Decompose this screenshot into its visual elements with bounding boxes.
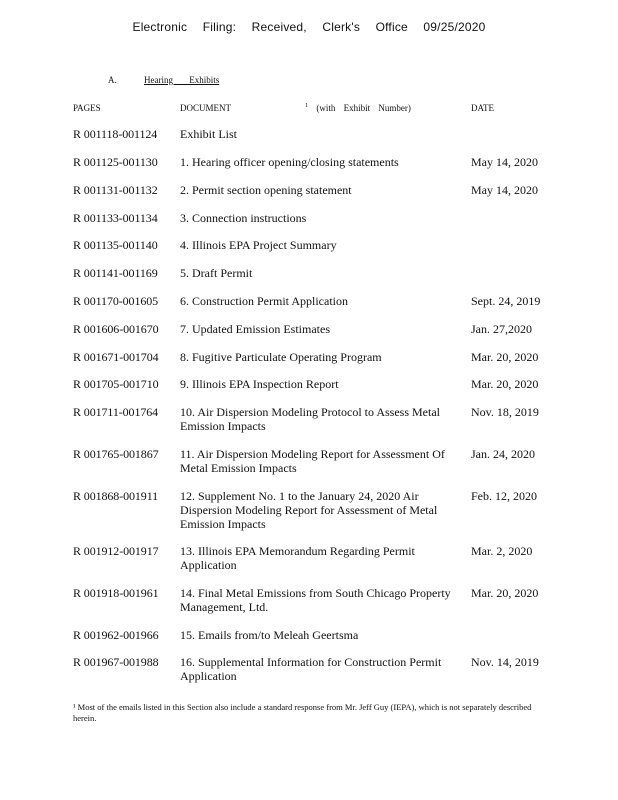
filing-header: Electronic Filing: Received, Clerk's Office 09/25/2020 [132,20,486,34]
row-date: Mar. 20, 2020 [471,377,539,391]
row-document: 9. Illinois EPA Inspection Report [180,377,339,391]
row-pages: R 001918-001961 [73,586,159,600]
row-document: 14. Final Metal Emissions from South Chicago Property Management, Ltd. [180,586,451,614]
footnote-mark: 1 [305,103,309,109]
row-pages: R 001141-001169 [73,266,158,280]
section-number: A. [108,75,117,85]
section-title: Hearing Exhibits [144,75,220,85]
row-date: Feb. 12, 2020 [471,489,537,503]
row-pages: R 001962-001966 [73,628,159,642]
row-document: 13. Illinois EPA Memorandum Regarding Permit Application [180,544,415,572]
row-date: Jan. 24, 2020 [471,447,535,461]
row-pages: R 001671-001704 [73,350,159,364]
column-header-document-label: DOCUMENT [180,103,231,113]
row-pages: R 001135-001140 [73,238,158,252]
row-document: 4. Illinois EPA Project Summary [180,238,337,252]
row-document: 11. Air Dispersion Modeling Report for Assessment Of Metal Emission Impacts [180,447,445,475]
column-header-document-note: (with Exhibit Number) [316,103,411,113]
row-document: Exhibit List [180,127,237,141]
row-document: 3. Connection instructions [180,211,307,225]
row-pages: R 001967-001988 [73,655,159,669]
row-pages: R 001125-001130 [73,155,158,169]
row-document: 10. Air Dispersion Modeling Protocol to Assess Metal Emission Impacts [180,405,440,433]
footnote: ¹ Most of the emails listed in this Section also include a standard response from Mr. Jeff Guy (IEPA), which is not separately described herein. [73,702,532,723]
row-document: 2. Permit section opening statement [180,183,352,197]
row-pages: R 001170-001605 [73,294,159,308]
column-header-document [180,103,411,113]
row-pages: R 001765-001867 [73,447,159,461]
section-heading [108,75,219,85]
row-pages: R 001912-001917 [73,544,159,558]
row-pages: R 001131-001132 [73,183,158,197]
row-pages: R 001118-001124 [73,127,158,141]
row-document: 12. Supplement No. 1 to the January 24, 2020 Air Dispersion Modeling Report for Assessment of Metal Emission Impacts [180,489,438,531]
row-document: 16. Supplemental Information for Construction Permit Application [180,655,442,683]
row-date: Mar. 20, 2020 [471,586,539,600]
row-pages: R 001606-001670 [73,322,159,336]
row-pages: R 001711-001764 [73,405,159,419]
row-document: 5. Draft Permit [180,266,253,280]
column-header-pages: PAGES [73,103,101,113]
row-document: 6. Construction Permit Application [180,294,348,308]
row-document: 15. Emails from/to Meleah Geertsma [180,628,359,642]
row-document: 7. Updated Emission Estimates [180,322,330,336]
row-date: May 14, 2020 [471,183,538,197]
column-header-date: DATE [471,103,494,113]
row-date: Jan. 27,2020 [471,322,532,336]
row-date: Sept. 24, 2019 [471,294,541,308]
row-date: Mar. 2, 2020 [471,544,533,558]
row-pages: R 001705-001710 [73,377,159,391]
row-document: 8. Fugitive Particulate Operating Program [180,350,382,364]
row-document: 1. Hearing officer opening/closing statements [180,155,399,169]
row-date: Mar. 20, 2020 [471,350,539,364]
row-date: Nov. 14, 2019 [471,655,539,669]
row-date: May 14, 2020 [471,155,538,169]
row-pages: R 001868-001911 [73,489,159,503]
row-pages: R 001133-001134 [73,211,158,225]
row-date: Nov. 18, 2019 [471,405,539,419]
